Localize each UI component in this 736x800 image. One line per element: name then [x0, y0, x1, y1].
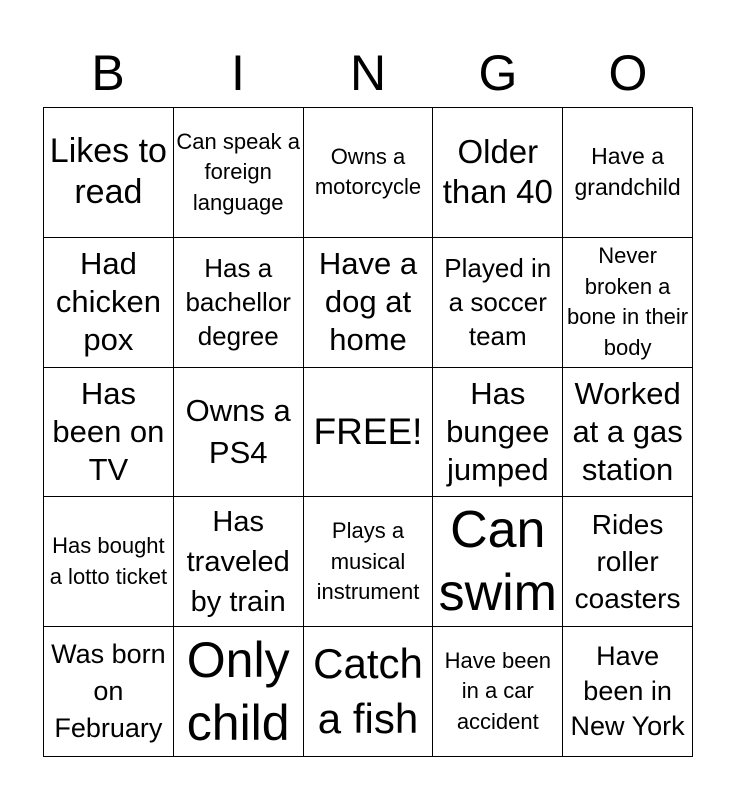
bingo-cell[interactable]: [563, 627, 693, 757]
bingo-cell[interactable]: [304, 497, 434, 627]
header-letter-n: N: [349, 45, 387, 101]
cell-label: Has bought a lotto ticket: [49, 533, 168, 589]
bingo-cell[interactable]: [433, 238, 563, 368]
bingo-cell[interactable]: [433, 497, 563, 627]
cell-label: Catch a fish: [313, 640, 423, 742]
cell-label: Has been on TV: [52, 376, 165, 487]
bingo-header: [43, 40, 693, 106]
cell-label: Never broken a bone in their body: [567, 243, 689, 360]
cell-label: Has bungee jumped: [446, 376, 550, 487]
cell-label: Rides roller coasters: [574, 508, 681, 615]
cell-label: Has a bachellor degree: [185, 252, 291, 352]
cell-label: Can swim: [438, 501, 557, 622]
cell-label: Have a grandchild: [574, 142, 681, 201]
bingo-cell[interactable]: [44, 368, 174, 498]
bingo-cell[interactable]: [304, 627, 434, 757]
bingo-cell[interactable]: [44, 108, 174, 238]
cell-label: Have a dog at home: [318, 246, 418, 358]
cell-label: Likes to read: [49, 131, 167, 212]
bingo-cell[interactable]: [174, 497, 304, 627]
bingo-cell[interactable]: [563, 497, 693, 627]
cell-label: Has traveled by train: [186, 505, 290, 618]
bingo-board: [43, 107, 693, 757]
cell-label: Plays a musical instrument: [316, 518, 420, 604]
cell-label: FREE!: [313, 411, 423, 453]
cell-label: Have been in a car accident: [444, 648, 551, 734]
header-letter-g: G: [478, 45, 518, 101]
bingo-cell[interactable]: [44, 497, 174, 627]
bingo-cell[interactable]: [563, 108, 693, 238]
bingo-cell[interactable]: [304, 108, 434, 238]
cell-label: Worked at a gas station: [572, 376, 683, 487]
bingo-cell[interactable]: [563, 368, 693, 498]
bingo-cell[interactable]: [44, 238, 174, 368]
header-letter-i: I: [231, 45, 245, 101]
cell-label: Had chicken pox: [55, 246, 161, 358]
bingo-cell[interactable]: [433, 368, 563, 498]
bingo-cell[interactable]: [304, 368, 434, 498]
bingo-cell[interactable]: [563, 238, 693, 368]
cell-label: Owns a motorcycle: [314, 144, 422, 200]
bingo-cell[interactable]: [304, 238, 434, 368]
cell-label: Have been in New York: [570, 640, 685, 742]
bingo-cell[interactable]: [174, 627, 304, 757]
bingo-cell[interactable]: [174, 238, 304, 368]
bingo-cell[interactable]: [174, 368, 304, 498]
bingo-cell[interactable]: [44, 627, 174, 757]
cell-label: Can speak a foreign language: [176, 128, 300, 215]
cell-label: Owns a PS4: [185, 393, 291, 470]
cell-label: Only child: [186, 632, 290, 751]
cell-label: Was born on February: [51, 638, 166, 744]
bingo-cell[interactable]: [433, 108, 563, 238]
bingo-cell[interactable]: [433, 627, 563, 757]
header-letter-o: O: [608, 45, 648, 101]
cell-label: Older than 40: [442, 133, 553, 211]
header-letter-b: B: [91, 45, 125, 101]
bingo-cell[interactable]: [174, 108, 304, 238]
cell-label: Played in a soccer team: [444, 252, 552, 352]
